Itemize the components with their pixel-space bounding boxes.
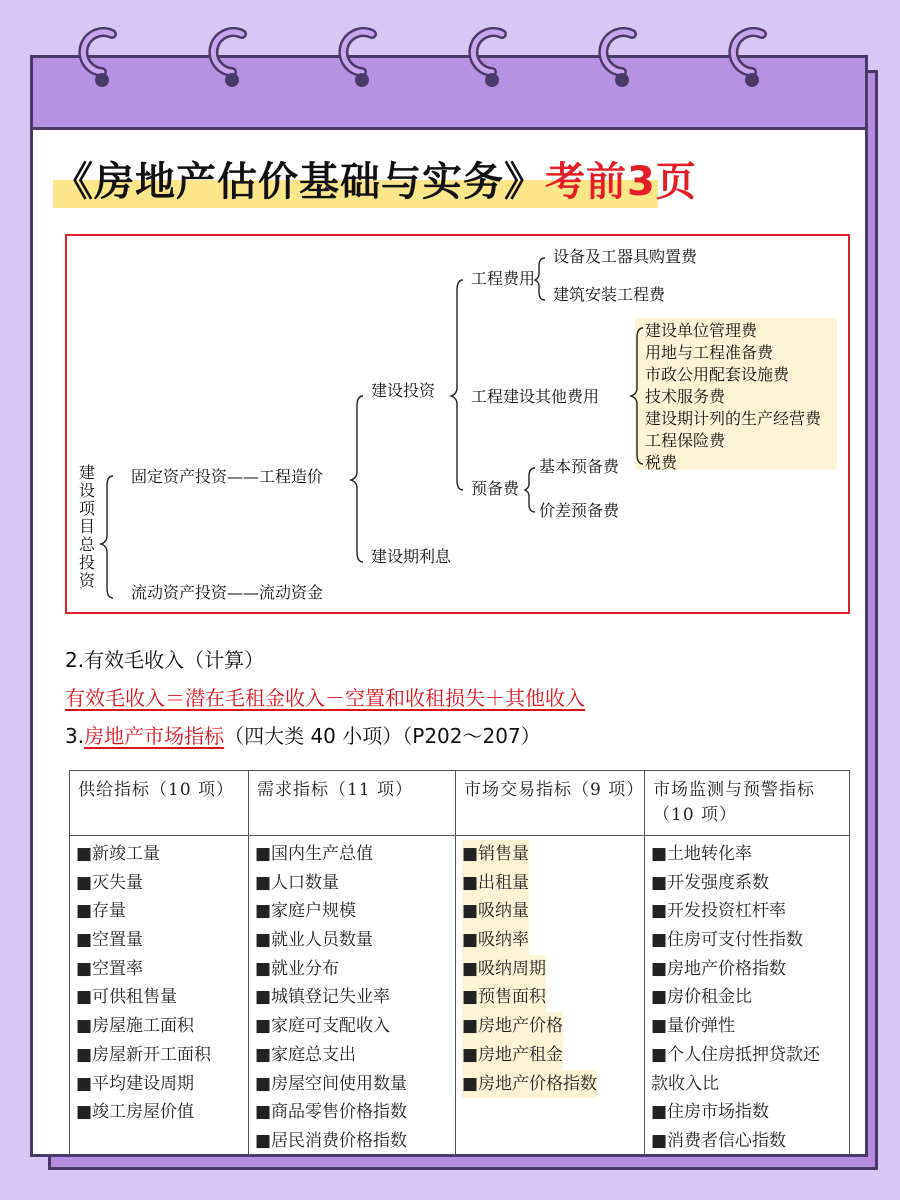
list-item: 款收入比	[651, 1073, 719, 1094]
table-header-row	[70, 771, 850, 836]
list-item: ■人口数量	[255, 872, 340, 893]
header-demand: 需求指标（11 项）	[249, 771, 456, 836]
other-fee-item: 建设期计列的生产经营费	[645, 409, 822, 428]
section2-heading: 2.有效毛收入（计算）	[65, 648, 265, 672]
list-item: ■可供租售量	[76, 987, 178, 1008]
other-fee-label: 工程建设其他费用	[471, 387, 600, 406]
list-item: ■就业分布	[255, 958, 340, 979]
list-item-text: ■吸纳量	[462, 897, 529, 926]
binder-ring-icon	[202, 20, 256, 100]
list-item	[462, 926, 638, 955]
list-item: ■就业人员数量	[255, 930, 374, 951]
list-item: ■房屋施工面积	[76, 1016, 195, 1037]
binder-ring-icon	[722, 20, 776, 100]
list-item: ■灭失量	[76, 872, 144, 893]
section3-number: 3.	[65, 724, 85, 748]
section3-heading	[65, 720, 541, 749]
page-title	[53, 150, 697, 207]
binder-ring-icon	[72, 20, 126, 100]
binder-ring-icon	[592, 20, 646, 100]
list-item: ■竣工房屋价值	[76, 1102, 195, 1123]
engineering-item: 建筑安装工程费	[553, 285, 666, 304]
root-char-7: 资	[79, 571, 96, 590]
list-item: ■住房可支付性指数	[651, 930, 804, 951]
list-item: ■商品零售价格指数	[255, 1102, 408, 1123]
supply-list	[70, 836, 249, 1158]
engineering-item: 设备及工器具购置费	[553, 247, 698, 266]
list-item	[462, 1041, 638, 1070]
trade-list	[456, 836, 645, 1158]
section2-formula: 有效毛收入＝潜在毛租金收入－空置和收租损失＋其他收入	[65, 686, 585, 710]
list-item-text: ■销售量	[462, 840, 529, 869]
list-item: ■房屋新开工面积	[76, 1044, 212, 1065]
list-item-text: ■吸纳周期	[462, 955, 546, 984]
list-item	[462, 983, 638, 1012]
list-item: ■空置率	[76, 958, 144, 979]
other-fee-item: 工程保险费	[645, 431, 726, 450]
list-item: ■开发强度系数	[651, 872, 770, 893]
binder-ring-icon	[462, 20, 516, 100]
investment-brace	[451, 280, 463, 490]
section3-range: （四大类 40 小项）（P202～207）	[224, 724, 541, 748]
section3-title: 房地产市场指标	[84, 724, 225, 748]
other-fee-item: 建设单位管理费	[645, 321, 758, 340]
header-supply: 供给指标（10 项）	[70, 771, 249, 836]
notebook-page	[30, 55, 868, 1157]
other-fee-item: 用地与工程准备费	[645, 343, 774, 362]
header-monitor: 市场监测与预警指标（10 项）	[645, 771, 850, 836]
list-item	[462, 840, 638, 869]
list-item: ■空置量	[76, 930, 144, 951]
list-item: ■国内生产总值	[255, 844, 374, 864]
table-row	[70, 836, 850, 1158]
list-item: ■消费者信心指数	[651, 1130, 787, 1151]
list-item: ■家庭户规模	[255, 901, 357, 922]
reserve-brace	[525, 468, 535, 512]
construction-investment-label: 建设投资	[371, 381, 436, 400]
list-item: ■城镇登记失业率	[255, 987, 391, 1008]
list-item-text: ■吸纳率	[462, 926, 529, 955]
list-item: ■住房市场指数	[651, 1102, 770, 1123]
construction-interest-label: 建设期利息	[371, 547, 452, 566]
title-row	[53, 150, 853, 210]
root-char-5: 总	[79, 535, 96, 554]
diagram-svg	[67, 236, 848, 612]
header-trade: 市场交易指标（9 项）	[456, 771, 645, 836]
list-item: ■居民消费价格指数	[255, 1130, 408, 1151]
list-item: ■房地产价格指数	[651, 958, 787, 979]
reserve-item: 基本预备费	[539, 457, 620, 476]
market-indicator-table	[69, 770, 850, 1157]
list-item	[462, 1012, 638, 1041]
list-item-text: ■出租量	[462, 869, 529, 898]
root-char-6: 投	[79, 553, 96, 572]
list-item: ■量价弹性	[651, 1016, 736, 1037]
list-item: ■个人住房抵押贷款还	[651, 1044, 821, 1065]
title-suffix: 考前3页	[545, 159, 697, 205]
list-item: ■开发投资杠杆率	[651, 901, 787, 922]
list-item-text: ■预售面积	[462, 983, 546, 1012]
other-fee-item: 市政公用配套设施费	[645, 365, 790, 384]
root-brace	[101, 476, 113, 598]
title-main-text: 《房地产估价基础与实务》	[53, 159, 545, 205]
engineering-fee-label: 工程费用	[471, 269, 536, 288]
list-item: ■房屋空间使用数量	[255, 1073, 408, 1094]
demand-list	[249, 836, 456, 1158]
list-item: ■新竣工量	[76, 844, 161, 864]
monitor-list	[645, 836, 850, 1158]
fixed-asset-label: 固定资产投资——工程造价	[131, 467, 324, 486]
list-item: ■存量	[76, 901, 127, 922]
reserve-label: 预备费	[471, 479, 520, 498]
other-fee-item: 税费	[645, 453, 678, 472]
investment-diagram	[65, 234, 850, 614]
list-item: ■房价租金比	[651, 987, 753, 1008]
root-char-4: 目	[79, 517, 96, 536]
list-item-text: ■房地产价格指数	[462, 1070, 597, 1099]
list-item: ■家庭总支出	[255, 1044, 357, 1065]
list-item: ■平均建设周期	[76, 1073, 195, 1094]
list-item	[462, 955, 638, 984]
construction-brace	[351, 396, 363, 562]
engineering-brace	[535, 258, 545, 300]
list-item-text: ■房地产价格	[462, 1012, 563, 1041]
binder-ring-icon	[332, 20, 386, 100]
list-item-text: ■房地产租金	[462, 1041, 563, 1070]
list-item: ■土地转化率	[651, 844, 753, 864]
root-char-3: 项	[79, 499, 96, 518]
root-char-1: 建	[79, 463, 96, 482]
liquid-asset-label: 流动资产投资——流动资金	[131, 583, 324, 602]
list-item	[462, 869, 638, 898]
reserve-item: 价差预备费	[539, 501, 620, 520]
other-fee-item: 技术服务费	[645, 387, 726, 406]
list-item	[462, 1070, 638, 1099]
list-item: ■家庭可支配收入	[255, 1016, 391, 1037]
root-char-2: 设	[79, 481, 96, 500]
list-item	[462, 897, 638, 926]
